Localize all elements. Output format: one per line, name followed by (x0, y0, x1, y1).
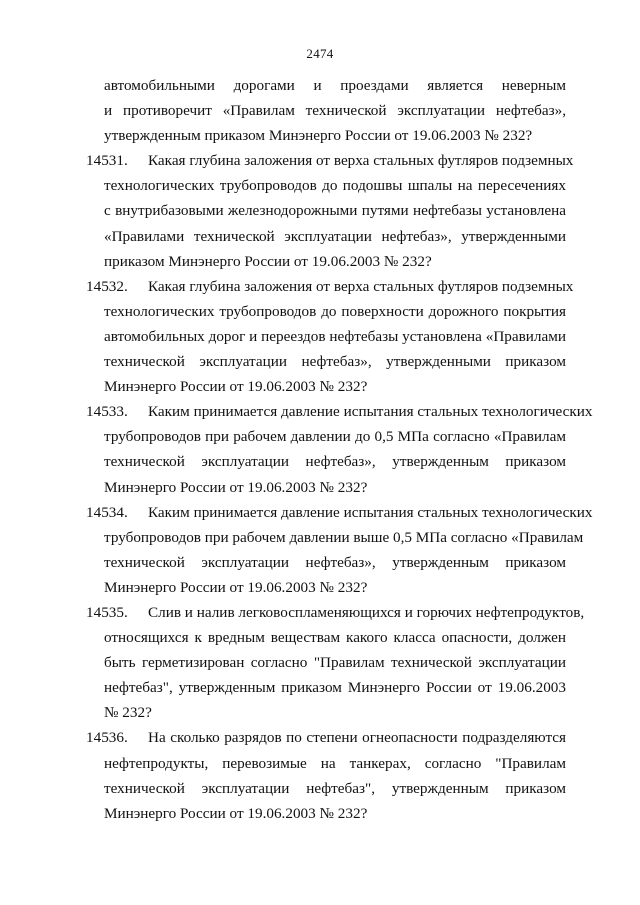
text-line: Минэнерго России от 19.06.2003 № 232? (104, 578, 368, 596)
text-line: приказом Минэнерго России от 19.06.2003 № 232? (104, 252, 432, 270)
text-line: Какая глубина заложения от верха стальных футляров подземных (148, 152, 574, 170)
text-line: технической эксплуатации нефтебаз», утвержденными приказом (104, 353, 566, 371)
text-line: автомобильными дорогами и проездами является неверным (104, 77, 566, 94)
text-line: № 232? (104, 704, 152, 722)
text-line: автомобильных дорог и переездов нефтебазы установлена «Правилами (104, 327, 566, 345)
document-body (86, 73, 593, 826)
text-line: и противоречит «Правилам технической эксплуатации нефтебаз», (104, 102, 566, 120)
text-line: нефтебаз", утвержденным приказом Минэнерго России от 19.06.2003 (104, 679, 566, 697)
question-14532 (86, 274, 574, 399)
question-14533 (86, 399, 593, 499)
text-line: технической эксплуатации нефтебаз», утвержденным приказом (104, 453, 566, 471)
question-number: 14531. (86, 152, 128, 170)
continuation-paragraph (86, 73, 566, 148)
text-line: На сколько разрядов по степени огнеопасности подразделяются (148, 729, 566, 747)
text-line: технической эксплуатации нефтебаз», утвержденным приказом (104, 553, 566, 571)
text-line: с внутрибазовыми железнодорожными путями нефтебазы установлена (104, 202, 566, 220)
text-line: технологических трубопроводов до поверхности дорожного покрытия (104, 302, 566, 320)
text-line: «Правилами технической эксплуатации нефтебаз», утвержденными (104, 227, 566, 245)
question-14536 (86, 725, 566, 825)
text-line: Каким принимается давление испытания стальных технологических (148, 503, 593, 521)
text-line: быть герметизирован согласно "Правилам технической эксплуатации (104, 654, 566, 672)
text-line: технологических трубопроводов до подошвы шпалы на пересечениях (104, 177, 566, 195)
text-line: относящихся к вредным веществам какого класса опасности, должен (104, 629, 566, 647)
question-number: 14533. (86, 403, 128, 421)
question-14535 (86, 600, 585, 725)
question-14531 (86, 148, 574, 273)
text-line: Каким принимается давление испытания стальных технологических (148, 403, 593, 421)
text-line: технической эксплуатации нефтебаз", утвержденным приказом (104, 779, 566, 797)
text-line: трубопроводов при рабочем давлении выше 0,5 МПа согласно «Правилам (104, 528, 584, 546)
text-line: Минэнерго России от 19.06.2003 № 232? (104, 804, 368, 822)
text-line: Минэнерго России от 19.06.2003 № 232? (104, 378, 368, 396)
question-number: 14535. (86, 603, 128, 621)
question-number: 14536. (86, 729, 128, 747)
text-line: Слив и налив легковоспламеняющихся и горючих нефтепродуктов, (148, 603, 585, 621)
question-number: 14532. (86, 277, 128, 295)
text-line: трубопроводов при рабочем давлении до 0,5 МПа согласно «Правилам (104, 428, 566, 446)
text-line: утвержденным приказом Минэнерго России от 19.06.2003 № 232? (104, 127, 533, 145)
question-14534 (86, 500, 593, 600)
text-line: Минэнерго России от 19.06.2003 № 232? (104, 478, 368, 496)
question-number: 14534. (86, 503, 128, 521)
text-line: нефтепродукты, перевозимые на танкерах, согласно "Правилам (104, 754, 566, 772)
text-line: Какая глубина заложения от верха стальных футляров подземных (148, 277, 574, 295)
page-number: 2474 (306, 46, 334, 61)
